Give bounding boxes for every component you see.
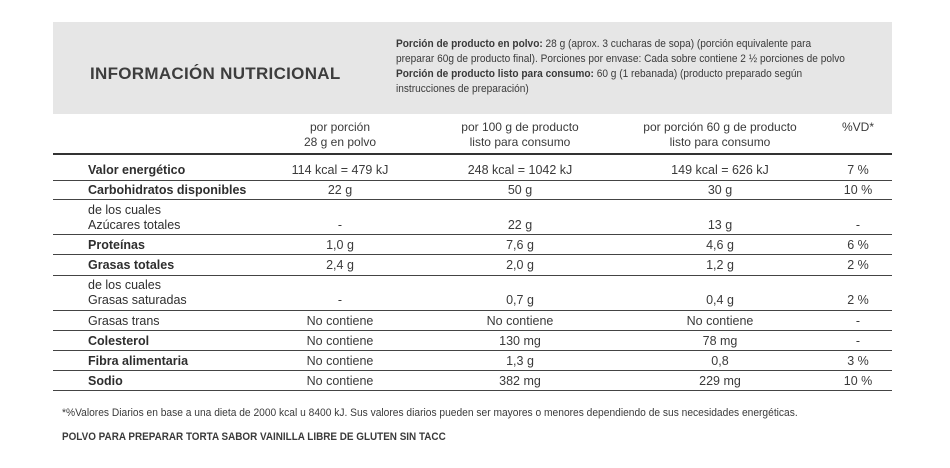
cell-trans-fat-vd: -: [855, 314, 861, 328]
cell-saturated-fat-powder: -: [337, 293, 343, 307]
row-label-saturated-fat: [88, 278, 187, 308]
product-name: POLVO PARA PREPARAR TORTA SABOR VAINILLA LIBRE DE GLUTEN SIN TACC: [62, 431, 446, 443]
cell-sugars-vd: -: [855, 218, 861, 232]
row-divider: [53, 275, 892, 276]
row-divider: [53, 199, 892, 200]
cell-energy-60g: 149 kcal = 626 kJ: [671, 163, 769, 177]
cell-energy-100g: 248 kcal = 1042 kJ: [467, 163, 573, 177]
cell-cholesterol-100g: 130 mg: [499, 334, 541, 348]
serving-info: [396, 37, 847, 97]
row-divider: [53, 350, 892, 351]
column-header-line1: por porción: [309, 120, 371, 134]
cell-carbs-vd: 10 %: [843, 183, 873, 197]
table-bottom-divider: [53, 390, 892, 391]
cell-sodium-vd: 10 %: [843, 374, 873, 388]
column-header-line1: %VD*: [841, 120, 874, 134]
cell-trans-fat-powder: No contiene: [306, 314, 374, 328]
cell-cholesterol-powder: No contiene: [306, 334, 374, 348]
cell-fiber-powder: No contiene: [306, 354, 374, 368]
column-header-powder: [270, 120, 410, 150]
cell-total-fat-vd: 2 %: [847, 258, 869, 272]
row-label-sodium: Sodio: [88, 374, 123, 388]
row-label-carbs: Carbohidratos disponibles: [88, 183, 247, 197]
ready-serving-text: 60 g (1 rebanada) (producto preparado según instrucciones de preparación): [396, 68, 803, 95]
cell-total-fat-60g: 1,2 g: [706, 258, 734, 272]
row-label-main: Azúcares totales: [88, 218, 181, 232]
column-header-line2: 28 g en polvo: [303, 135, 377, 149]
column-header-line2: listo para consumo: [669, 135, 771, 149]
row-label-sugars: [88, 203, 180, 233]
cell-sodium-100g: 382 mg: [499, 374, 541, 388]
ready-serving-label: Porción de producto listo para consumo:: [396, 68, 594, 80]
row-divider: [53, 254, 892, 255]
cell-sugars-100g: 22 g: [507, 218, 533, 232]
cell-saturated-fat-100g: 0,7 g: [506, 293, 534, 307]
cell-fiber-100g: 1,3 g: [506, 354, 534, 368]
row-label-fiber: Fibra alimentaria: [88, 354, 189, 368]
cell-carbs-100g: 50 g: [507, 183, 533, 197]
cell-sugars-60g: 13 g: [707, 218, 733, 232]
page-title: INFORMACIÓN NUTRICIONAL: [90, 64, 341, 83]
column-header-line1: por porción 60 g de producto: [643, 120, 797, 134]
footnote: *%Valores Diarios en base a una dieta de 2000 kcal u 8400 kJ. Sus valores diarios pueden ser mayores o menores dependiendo de sus necesidades energéticas.: [62, 407, 798, 419]
cell-sugars-powder: -: [337, 218, 343, 232]
column-header-line1: por 100 g de producto: [461, 120, 579, 134]
row-divider: [53, 370, 892, 371]
row-label-energy: Valor energético: [88, 163, 186, 177]
row-label-protein: Proteínas: [88, 238, 145, 252]
cell-energy-powder: 114 kcal = 479 kJ: [291, 163, 389, 177]
column-header-vd: [820, 120, 896, 135]
cell-total-fat-powder: 2,4 g: [326, 258, 354, 272]
column-header-60g: [630, 120, 810, 150]
column-header-100g: [440, 120, 600, 150]
cell-protein-60g: 4,6 g: [706, 238, 734, 252]
cell-trans-fat-60g: No contiene: [686, 314, 754, 328]
cell-sodium-powder: No contiene: [306, 374, 374, 388]
row-label-prefix: de los cuales: [88, 278, 161, 292]
cell-fiber-vd: 3 %: [847, 354, 869, 368]
powder-serving-text: 28 g (aprox. 3 cucharas de sopa) (porción equivalente para preparar 60g de producto final). Porciones por envase: Cada sobre contiene 2 ½ porciones de polvo: [396, 38, 845, 65]
cell-total-fat-100g: 2,0 g: [506, 258, 534, 272]
row-divider: [53, 310, 892, 311]
cell-energy-vd: 7 %: [847, 163, 869, 177]
row-label-total-fat: Grasas totales: [88, 258, 175, 272]
cell-sodium-60g: 229 mg: [699, 374, 741, 388]
cell-carbs-powder: 22 g: [327, 183, 353, 197]
cell-carbs-60g: 30 g: [707, 183, 733, 197]
row-label-main: Grasas saturadas: [88, 293, 187, 307]
row-label-prefix: de los cuales: [88, 203, 161, 217]
cell-cholesterol-vd: -: [855, 334, 861, 348]
header-divider: [53, 153, 892, 155]
row-divider: [53, 234, 892, 235]
row-divider: [53, 180, 892, 181]
powder-serving-label: Porción de producto en polvo:: [396, 38, 543, 50]
cell-protein-vd: 6 %: [847, 238, 869, 252]
cell-cholesterol-60g: 78 mg: [702, 334, 738, 348]
row-label-cholesterol: Colesterol: [88, 334, 150, 348]
column-header-line2: listo para consumo: [469, 135, 571, 149]
cell-protein-100g: 7,6 g: [506, 238, 534, 252]
cell-saturated-fat-vd: 2 %: [847, 293, 869, 307]
header-panel: [53, 22, 892, 114]
cell-protein-powder: 1,0 g: [326, 238, 354, 252]
cell-fiber-60g: 0,8: [711, 354, 729, 368]
cell-trans-fat-100g: No contiene: [486, 314, 554, 328]
row-label-trans-fat: Grasas trans: [88, 314, 160, 328]
row-divider: [53, 330, 892, 331]
cell-saturated-fat-60g: 0,4 g: [706, 293, 734, 307]
